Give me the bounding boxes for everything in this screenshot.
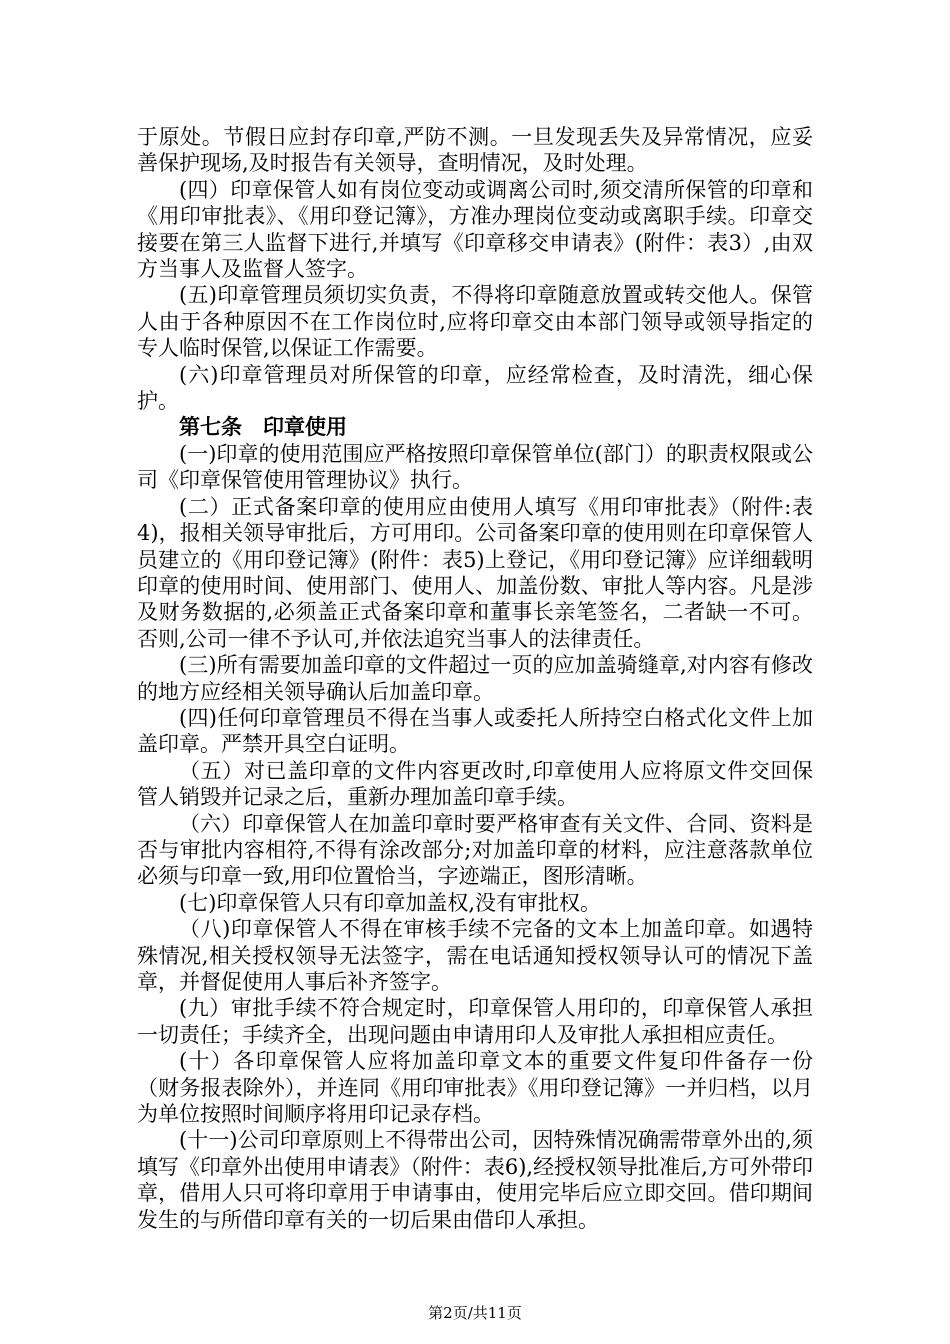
paragraph-7-1: (一)印章的使用范围应严格按照印章保管单位(部门）的职责权限或公司《印章保管使用管理协议》执行。 [137, 441, 813, 493]
paragraph-clause-5: (五)印章管理员须切实负责，不得将印章随意放置或转交他人。保管人由于各种原因不在工作岗位时,应将印章交由本部门领导或领导指定的专人临时保管,以保证工作需要。 [137, 283, 813, 361]
paragraph-7-6: （六）印章保管人在加盖印章时要严格审查有关文件、合同、资料是否与审批内容相符,不得有涂改部分;对加盖印章的材料，应注意落款单位必须与印章一致,用印位置恰当，字迹端正，图形清晰。 [137, 811, 813, 889]
paragraph-7-10: (十）各印章保管人应将加盖印章文本的重要文件复印件备存一份（财务报表除外），并连同《用印审批表》《用印登记簿》一并归档，以月为单位按照时间顺序将用印记录存档。 [137, 1049, 813, 1127]
paragraph-continuation: 于原处。节假日应封存印章,严防不测。一旦发现丢失及异常情况，应妥善保护现场,及时报告有关领导，查明情况，及时处理。 [137, 125, 813, 176]
paragraph-7-3: (三)所有需要加盖印章的文件超过一页的应加盖骑缝章,对内容有修改的地方应经相关领导确认后加盖印章。 [137, 653, 813, 704]
paragraph-7-2: (二）正式备案印章的使用应由使用人填写《用印审批表》（附件:表4)，报相关领导审批后，方可用印。公司备案印章的使用则在印章保管人员建立的《用印登记簿》(附件：表5)上登记，《用印登记簿》应详细载明印章的使用时间、使用部门、使用人、加盖份数、审批人等内容。凡是涉及财务数据的,必须盖正式备案印章和董事长亲笔签名，二者缺一不可。否则,公司一律不予认可,并依法追究当事人的法律责任。 [137, 494, 813, 651]
page-number-footer: 第2页/共11页 [428, 1304, 522, 1322]
paragraph-clause-4: (四）印章保管人如有岗位变动或调离公司时,须交清所保管的印章和《用印审批表》、《用印登记簿》，方准办理岗位变动或离职手续。印章交接要在第三人监督下进行,并填写《印章移交申请表》(附件：表3）,由双方当事人及监督人签字。 [137, 177, 813, 282]
paragraph-7-9: (九）审批手续不符合规定时，印章保管人用印的，印章保管人承担一切责任；手续齐全，出现问题由申请用印人及审批人承担相应责任。 [137, 996, 813, 1047]
paragraph-7-11: (十一)公司印章原则上不得带出公司，因特殊情况确需带章外出的,须填写《印章外出使用申请表》（附件：表6),经授权领导批准后,方可外带印章，借用人只可将印章用于申请事由，使用完毕后应立即交回。借印期间发生的与所借印章有关的一切后果由借印人承担。 [137, 1128, 813, 1232]
article-7-heading: 第七条 印章使用 [179, 414, 347, 440]
paragraph-7-7: (七)印章保管人只有印章加盖权,没有审批权。 [179, 890, 602, 915]
paragraph-7-4: (四)任何印章管理员不得在当事人或委托人所持空白格式化文件上加盖印章。严禁开具空白证明。 [137, 705, 813, 757]
document-body [137, 124, 813, 1233]
paragraph-clause-6: (六)印章管理员对所保管的印章，应经常检查，及时清洗，细心保护。 [137, 362, 813, 414]
paragraph-7-8: （八)印章保管人不得在审核手续不完备的文本上加盖印章。如遇特殊情况,相关授权领导无法签字，需在电话通知授权领导认可的情况下盖章，并督促使用人事后补齐签字。 [137, 917, 813, 994]
paragraph-7-5: （五）对已盖印章的文件内容更改时,印章使用人应将原文件交回保管人销毁并记录之后，重新办理加盖印章手续。 [137, 758, 813, 810]
